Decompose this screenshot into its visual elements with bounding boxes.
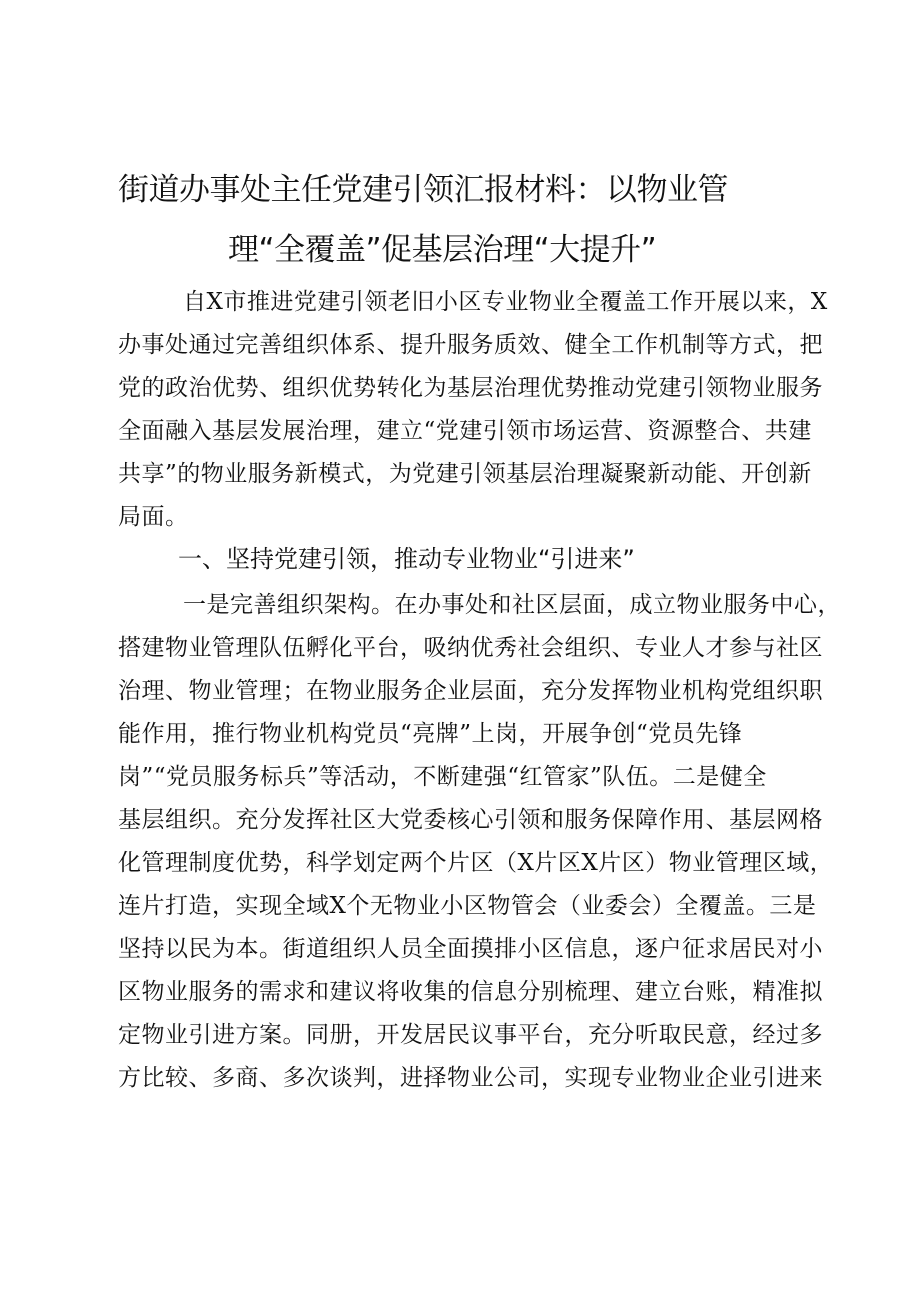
section-line-7: 化管理制度优势，科学划定两个片区（X片区X片区）物业管理区域， (118, 850, 834, 876)
section-line-10: 区物业服务的需求和建议将收集的信息分别梳理、建立台账，精准拟 (118, 979, 823, 1005)
section-line-9: 坚持以民为本。街道组织人员全面摸排小区信息，逐户征求居民对小 (118, 936, 823, 962)
section-line-4: 能作用，推行物业机构党员“亮牌”上岗，开展争创“党员先锋 (118, 721, 743, 747)
intro-line-4: 全面融入基层发展治理，建立“党建引领市场运营、资源整合、共建 (118, 418, 812, 444)
section-line-8: 连片打造，实现全域X个无物业小区物管会（业委会）全覆盖。三是 (118, 893, 817, 919)
section-line-12: 方比较、多商、多次谈判，进择物业公司，实现专业物业企业引进来 (118, 1065, 823, 1091)
document-title-line-2: 理“全覆盖”促基层治理“大提升” (228, 232, 657, 268)
section-line-3: 治理、物业管理；在物业服务企业层面，充分发挥物业机构党组织职 (118, 678, 823, 704)
section-line-2: 搭建物业管理队伍孵化平台，吸纳优秀社会组织、专业人才参与社区 (118, 635, 823, 661)
section-line-5: 岗”“党员服务标兵”等活动，不断建强“红管家”队伍。二是健全 (118, 764, 767, 790)
intro-line-3: 党的政治优势、组织优势转化为基层治理优势推动党建引领物业服务 (118, 375, 823, 401)
section-line-1: 一是完善组织架构。在办事处和社区层面，成立物业服务中心， (183, 592, 841, 618)
section-heading: 一、坚持党建引领，推动专业物业“引进来” (178, 545, 635, 573)
section-line-6: 基层组织。充分发挥社区大党委核心引领和服务保障作用、基层网格 (118, 807, 823, 833)
intro-line-6: 局面。 (118, 504, 189, 530)
document-title-line-1: 街道办事处主任党建引领汇报材料：以物业管 (118, 172, 728, 208)
intro-line-1: 自X市推进党建引领老旧小区专业物业全覆盖工作开展以来，X (183, 289, 828, 315)
intro-line-5: 共享”的物业服务新模式，为党建引领基层治理凝聚新动能、开创新 (118, 461, 812, 487)
section-line-11: 定物业引进方案。同册，开发居民议事平台，充分听取民意，经过多 (118, 1022, 823, 1048)
intro-line-2: 办事处通过完善组织体系、提升服务质效、健全工作机制等方式，把 (118, 332, 823, 358)
